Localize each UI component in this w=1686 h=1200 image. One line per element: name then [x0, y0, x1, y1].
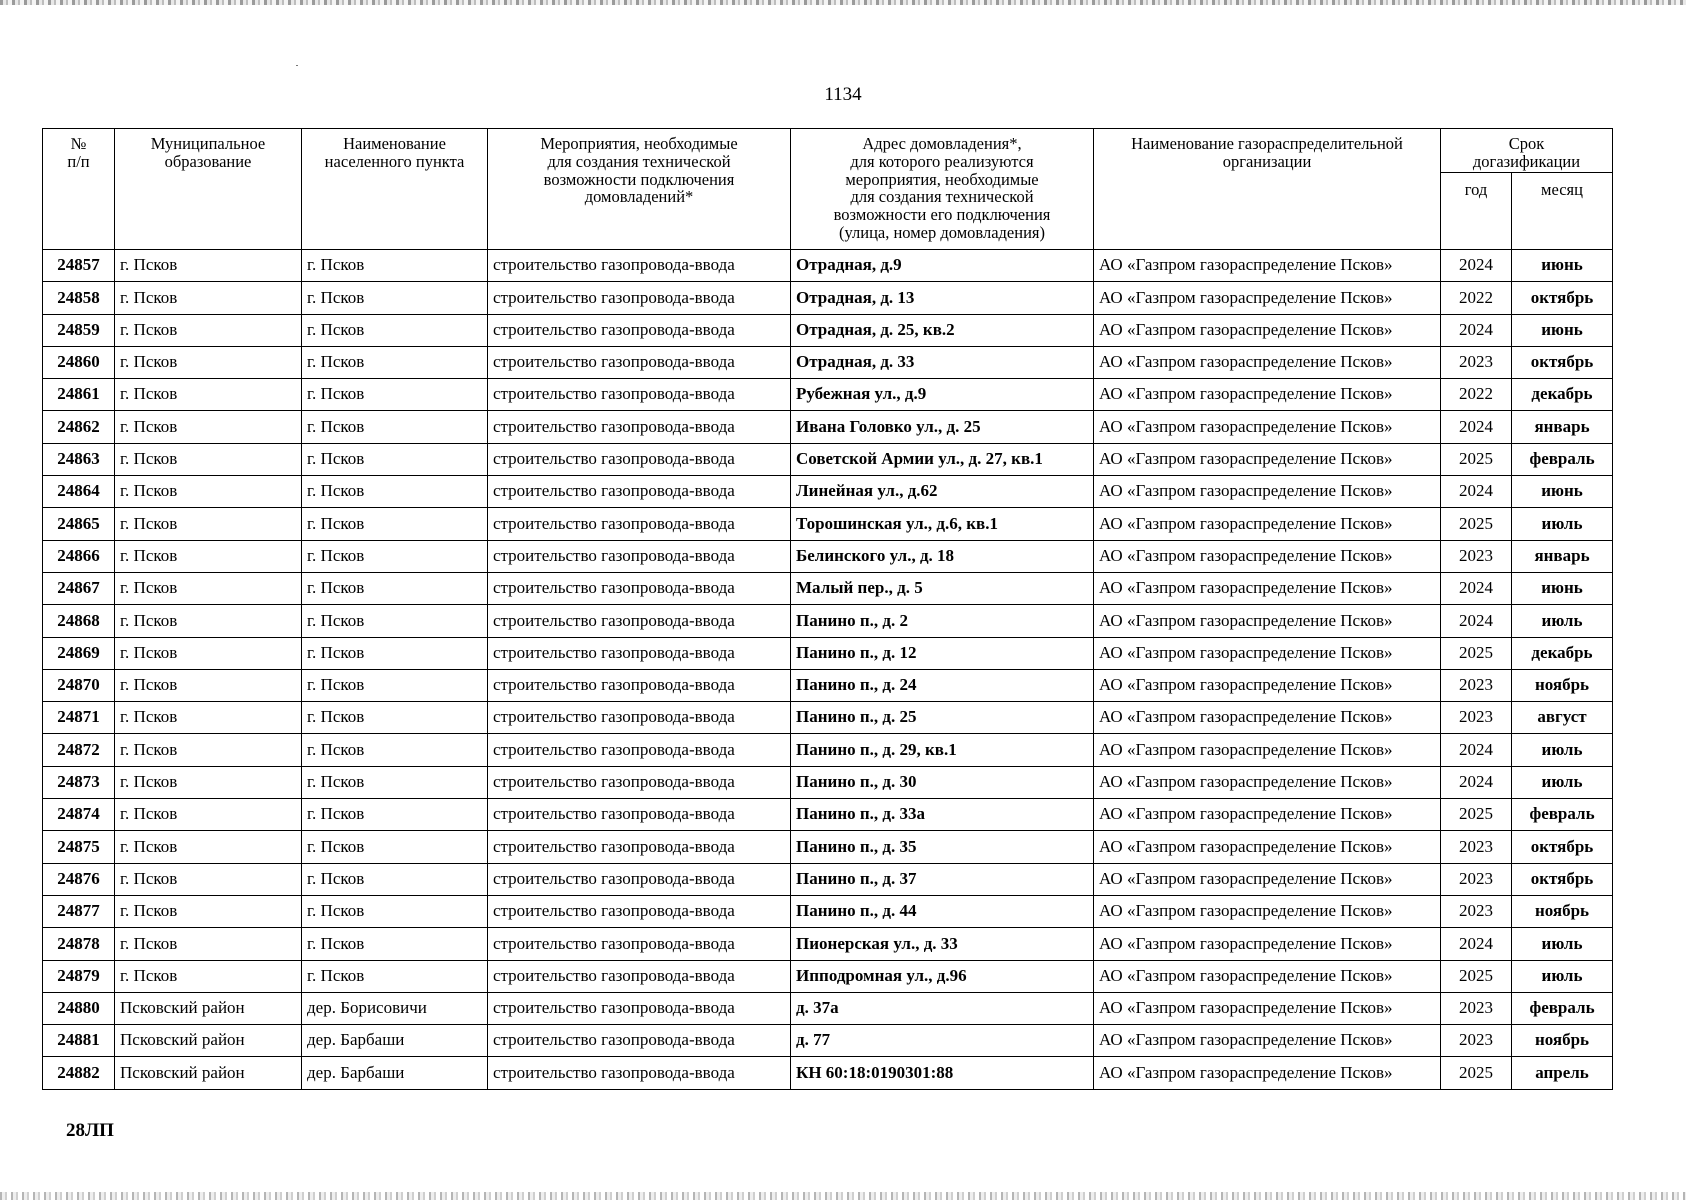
settlement-cell: г. Псков [302, 476, 488, 508]
document-code: 28ЛП [66, 1120, 114, 1141]
measure-cell: строительство газопровода-ввода [488, 572, 791, 604]
organization-cell: АО «Газпром газораспределение Псков» [1094, 928, 1441, 960]
organization-cell: АО «Газпром газораспределение Псков» [1094, 669, 1441, 701]
address-cell: Панино п., д. 29, кв.1 [791, 734, 1094, 766]
month-cell: декабрь [1512, 637, 1613, 669]
year-cell: 2023 [1441, 346, 1512, 378]
measure-cell: строительство газопровода-ввода [488, 411, 791, 443]
organization-cell: АО «Газпром газораспределение Псков» [1094, 1057, 1441, 1089]
table-row [43, 605, 1613, 637]
month-cell: июль [1512, 960, 1613, 992]
year-cell: 2023 [1441, 831, 1512, 863]
organization-cell: АО «Газпром газораспределение Псков» [1094, 831, 1441, 863]
month-cell: февраль [1512, 443, 1613, 475]
address-cell: КН 60:18:0190301:88 [791, 1057, 1094, 1089]
year-cell: 2024 [1441, 572, 1512, 604]
header-deadline: Срок догазификации [1441, 129, 1613, 173]
settlement-cell: г. Псков [302, 379, 488, 411]
table-row [43, 928, 1613, 960]
address-cell: Отрадная, д. 33 [791, 346, 1094, 378]
measure-cell: строительство газопровода-ввода [488, 476, 791, 508]
measure-cell: строительство газопровода-ввода [488, 895, 791, 927]
settlement-cell: г. Псков [302, 508, 488, 540]
organization-cell: АО «Газпром газораспределение Псков» [1094, 572, 1441, 604]
organization-cell: АО «Газпром газораспределение Псков» [1094, 799, 1441, 831]
address-cell: д. 37а [791, 992, 1094, 1024]
year-cell: 2025 [1441, 1057, 1512, 1089]
year-cell: 2025 [1441, 799, 1512, 831]
settlement-cell: г. Псков [302, 282, 488, 314]
month-cell: июль [1512, 766, 1613, 798]
table-row [43, 476, 1613, 508]
row-number: 24859 [43, 314, 115, 346]
organization-cell: АО «Газпром газораспределение Псков» [1094, 702, 1441, 734]
settlement-cell: г. Псков [302, 346, 488, 378]
month-cell: апрель [1512, 1057, 1613, 1089]
row-number: 24868 [43, 605, 115, 637]
table-row [43, 250, 1613, 282]
settlement-cell: г. Псков [302, 799, 488, 831]
measure-cell: строительство газопровода-ввода [488, 734, 791, 766]
municipality-cell: г. Псков [115, 379, 302, 411]
row-number: 24879 [43, 960, 115, 992]
scan-edge-bottom [0, 1192, 1686, 1200]
settlement-cell: дер. Барбаши [302, 1057, 488, 1089]
municipality-cell: Псковский район [115, 1057, 302, 1089]
organization-cell: АО «Газпром газораспределение Псков» [1094, 508, 1441, 540]
settlement-cell: дер. Борисовичи [302, 992, 488, 1024]
measure-cell: строительство газопровода-ввода [488, 282, 791, 314]
month-cell: ноябрь [1512, 669, 1613, 701]
table-row [43, 443, 1613, 475]
header-num: № п/п [43, 129, 115, 250]
header-municipality: Муниципальное образование [115, 129, 302, 250]
year-cell: 2025 [1441, 960, 1512, 992]
year-cell: 2024 [1441, 314, 1512, 346]
measure-cell: строительство газопровода-ввода [488, 508, 791, 540]
municipality-cell: г. Псков [115, 540, 302, 572]
measure-cell: строительство газопровода-ввода [488, 1057, 791, 1089]
gasification-table [42, 128, 1613, 1090]
row-number: 24870 [43, 669, 115, 701]
table-row [43, 766, 1613, 798]
address-cell: Панино п., д. 35 [791, 831, 1094, 863]
row-number: 24872 [43, 734, 115, 766]
month-cell: октябрь [1512, 831, 1613, 863]
address-cell: Панино п., д. 33а [791, 799, 1094, 831]
table-row [43, 346, 1613, 378]
measure-cell: строительство газопровода-ввода [488, 992, 791, 1024]
row-number: 24857 [43, 250, 115, 282]
year-cell: 2023 [1441, 863, 1512, 895]
municipality-cell: г. Псков [115, 702, 302, 734]
measure-cell: строительство газопровода-ввода [488, 831, 791, 863]
table-row [43, 572, 1613, 604]
address-cell: Отрадная, д. 25, кв.2 [791, 314, 1094, 346]
table-row [43, 637, 1613, 669]
settlement-cell: г. Псков [302, 734, 488, 766]
table-row [43, 314, 1613, 346]
organization-cell: АО «Газпром газораспределение Псков» [1094, 734, 1441, 766]
header-month: месяц [1512, 173, 1613, 250]
municipality-cell: г. Псков [115, 282, 302, 314]
year-cell: 2023 [1441, 895, 1512, 927]
address-cell: Отрадная, д. 13 [791, 282, 1094, 314]
settlement-cell: г. Псков [302, 766, 488, 798]
header-address: Адрес домовладения*, для которого реализуются мероприятия, необходимые для создания технической возможности его подключения (улица, номер домовладения) [791, 129, 1094, 250]
municipality-cell: г. Псков [115, 637, 302, 669]
address-cell: Панино п., д. 25 [791, 702, 1094, 734]
measure-cell: строительство газопровода-ввода [488, 314, 791, 346]
municipality-cell: г. Псков [115, 508, 302, 540]
row-number: 24862 [43, 411, 115, 443]
settlement-cell: дер. Барбаши [302, 1025, 488, 1057]
table-body [43, 250, 1613, 1090]
organization-cell: АО «Газпром газораспределение Псков» [1094, 863, 1441, 895]
table-row [43, 992, 1613, 1024]
row-number: 24876 [43, 863, 115, 895]
measure-cell: строительство газопровода-ввода [488, 250, 791, 282]
table-row [43, 540, 1613, 572]
year-cell: 2024 [1441, 411, 1512, 443]
month-cell: декабрь [1512, 379, 1613, 411]
row-number: 24865 [43, 508, 115, 540]
year-cell: 2025 [1441, 508, 1512, 540]
page-number: 1134 [824, 84, 862, 105]
address-cell: Ипподромная ул., д.96 [791, 960, 1094, 992]
year-cell: 2024 [1441, 766, 1512, 798]
measure-cell: строительство газопровода-ввода [488, 540, 791, 572]
settlement-cell: г. Псков [302, 895, 488, 927]
municipality-cell: г. Псков [115, 476, 302, 508]
address-cell: Малый пер., д. 5 [791, 572, 1094, 604]
row-number: 24875 [43, 831, 115, 863]
month-cell: ноябрь [1512, 895, 1613, 927]
organization-cell: АО «Газпром газораспределение Псков» [1094, 605, 1441, 637]
organization-cell: АО «Газпром газораспределение Псков» [1094, 443, 1441, 475]
settlement-cell: г. Псков [302, 314, 488, 346]
table-row [43, 411, 1613, 443]
municipality-cell: г. Псков [115, 831, 302, 863]
month-cell: январь [1512, 411, 1613, 443]
municipality-cell: г. Псков [115, 928, 302, 960]
measure-cell: строительство газопровода-ввода [488, 960, 791, 992]
month-cell: октябрь [1512, 863, 1613, 895]
settlement-cell: г. Псков [302, 702, 488, 734]
municipality-cell: г. Псков [115, 895, 302, 927]
row-number: 24861 [43, 379, 115, 411]
header-organization: Наименование газораспределительной организации [1094, 129, 1441, 250]
municipality-cell: г. Псков [115, 411, 302, 443]
month-cell: июнь [1512, 250, 1613, 282]
header-year: год [1441, 173, 1512, 250]
month-cell: июнь [1512, 476, 1613, 508]
address-cell: Панино п., д. 24 [791, 669, 1094, 701]
month-cell: август [1512, 702, 1613, 734]
municipality-cell: г. Псков [115, 346, 302, 378]
year-cell: 2024 [1441, 476, 1512, 508]
row-number: 24866 [43, 540, 115, 572]
table-row [43, 734, 1613, 766]
table-row [43, 960, 1613, 992]
month-cell: июль [1512, 928, 1613, 960]
address-cell: Торошинская ул., д.6, кв.1 [791, 508, 1094, 540]
month-cell: октябрь [1512, 282, 1613, 314]
year-cell: 2023 [1441, 1025, 1512, 1057]
address-cell: Панино п., д. 12 [791, 637, 1094, 669]
row-number: 24874 [43, 799, 115, 831]
month-cell: июнь [1512, 572, 1613, 604]
row-number: 24881 [43, 1025, 115, 1057]
table-row [43, 799, 1613, 831]
month-cell: июль [1512, 508, 1613, 540]
month-cell: январь [1512, 540, 1613, 572]
settlement-cell: г. Псков [302, 669, 488, 701]
settlement-cell: г. Псков [302, 863, 488, 895]
measure-cell: строительство газопровода-ввода [488, 799, 791, 831]
address-cell: Линейная ул., д.62 [791, 476, 1094, 508]
measure-cell: строительство газопровода-ввода [488, 379, 791, 411]
measure-cell: строительство газопровода-ввода [488, 605, 791, 637]
row-number: 24864 [43, 476, 115, 508]
year-cell: 2023 [1441, 669, 1512, 701]
settlement-cell: г. Псков [302, 411, 488, 443]
row-number: 24877 [43, 895, 115, 927]
settlement-cell: г. Псков [302, 928, 488, 960]
table-row [43, 282, 1613, 314]
settlement-cell: г. Псков [302, 443, 488, 475]
table-row [43, 1057, 1613, 1089]
table-row [43, 1025, 1613, 1057]
settlement-cell: г. Псков [302, 960, 488, 992]
header-measures: Мероприятия, необходимые для создания технической возможности подключения домовладений* [488, 129, 791, 250]
settlement-cell: г. Псков [302, 572, 488, 604]
month-cell: февраль [1512, 992, 1613, 1024]
organization-cell: АО «Газпром газораспределение Псков» [1094, 314, 1441, 346]
address-cell: Панино п., д. 30 [791, 766, 1094, 798]
settlement-cell: г. Псков [302, 637, 488, 669]
year-cell: 2024 [1441, 928, 1512, 960]
table-row [43, 508, 1613, 540]
municipality-cell: г. Псков [115, 669, 302, 701]
municipality-cell: г. Псков [115, 863, 302, 895]
address-cell: Панино п., д. 44 [791, 895, 1094, 927]
address-cell: Панино п., д. 2 [791, 605, 1094, 637]
year-cell: 2025 [1441, 443, 1512, 475]
year-cell: 2022 [1441, 379, 1512, 411]
row-number: 24860 [43, 346, 115, 378]
row-number: 24871 [43, 702, 115, 734]
year-cell: 2024 [1441, 605, 1512, 637]
row-number: 24867 [43, 572, 115, 604]
table-row [43, 895, 1613, 927]
month-cell: ноябрь [1512, 1025, 1613, 1057]
measure-cell: строительство газопровода-ввода [488, 1025, 791, 1057]
row-number: 24873 [43, 766, 115, 798]
month-cell: июнь [1512, 314, 1613, 346]
organization-cell: АО «Газпром газораспределение Псков» [1094, 411, 1441, 443]
organization-cell: АО «Газпром газораспределение Псков» [1094, 346, 1441, 378]
month-cell: октябрь [1512, 346, 1613, 378]
table-row [43, 669, 1613, 701]
measure-cell: строительство газопровода-ввода [488, 702, 791, 734]
measure-cell: строительство газопровода-ввода [488, 669, 791, 701]
year-cell: 2024 [1441, 734, 1512, 766]
year-cell: 2025 [1441, 637, 1512, 669]
row-number: 24882 [43, 1057, 115, 1089]
measure-cell: строительство газопровода-ввода [488, 863, 791, 895]
organization-cell: АО «Газпром газораспределение Псков» [1094, 476, 1441, 508]
municipality-cell: г. Псков [115, 605, 302, 637]
municipality-cell: г. Псков [115, 799, 302, 831]
month-cell: июль [1512, 734, 1613, 766]
organization-cell: АО «Газпром газораспределение Псков» [1094, 540, 1441, 572]
organization-cell: АО «Газпром газораспределение Псков» [1094, 379, 1441, 411]
organization-cell: АО «Газпром газораспределение Псков» [1094, 282, 1441, 314]
settlement-cell: г. Псков [302, 540, 488, 572]
address-cell: Советской Армии ул., д. 27, кв.1 [791, 443, 1094, 475]
year-cell: 2023 [1441, 702, 1512, 734]
table-row [43, 379, 1613, 411]
organization-cell: АО «Газпром газораспределение Псков» [1094, 895, 1441, 927]
address-cell: Белинского ул., д. 18 [791, 540, 1094, 572]
year-cell: 2023 [1441, 540, 1512, 572]
row-number: 24863 [43, 443, 115, 475]
organization-cell: АО «Газпром газораспределение Псков» [1094, 637, 1441, 669]
row-number: 24869 [43, 637, 115, 669]
address-cell: д. 77 [791, 1025, 1094, 1057]
organization-cell: АО «Газпром газораспределение Псков» [1094, 960, 1441, 992]
organization-cell: АО «Газпром газораспределение Псков» [1094, 250, 1441, 282]
month-cell: июль [1512, 605, 1613, 637]
table-header [43, 129, 1613, 250]
municipality-cell: г. Псков [115, 960, 302, 992]
address-cell: Ивана Головко ул., д. 25 [791, 411, 1094, 443]
municipality-cell: г. Псков [115, 314, 302, 346]
settlement-cell: г. Псков [302, 605, 488, 637]
scan-speck [296, 65, 298, 66]
table-row [43, 831, 1613, 863]
month-cell: февраль [1512, 799, 1613, 831]
municipality-cell: г. Псков [115, 734, 302, 766]
address-cell: Панино п., д. 37 [791, 863, 1094, 895]
address-cell: Рубежная ул., д.9 [791, 379, 1094, 411]
measure-cell: строительство газопровода-ввода [488, 637, 791, 669]
measure-cell: строительство газопровода-ввода [488, 443, 791, 475]
municipality-cell: г. Псков [115, 766, 302, 798]
year-cell: 2024 [1441, 250, 1512, 282]
year-cell: 2022 [1441, 282, 1512, 314]
municipality-cell: г. Псков [115, 443, 302, 475]
table-row [43, 702, 1613, 734]
address-cell: Отрадная, д.9 [791, 250, 1094, 282]
organization-cell: АО «Газпром газораспределение Псков» [1094, 1025, 1441, 1057]
settlement-cell: г. Псков [302, 250, 488, 282]
scan-edge-top [0, 0, 1686, 5]
table-row [43, 863, 1613, 895]
municipality-cell: Псковский район [115, 1025, 302, 1057]
measure-cell: строительство газопровода-ввода [488, 346, 791, 378]
municipality-cell: г. Псков [115, 250, 302, 282]
row-number: 24858 [43, 282, 115, 314]
organization-cell: АО «Газпром газораспределение Псков» [1094, 992, 1441, 1024]
municipality-cell: Псковский район [115, 992, 302, 1024]
row-number: 24878 [43, 928, 115, 960]
row-number: 24880 [43, 992, 115, 1024]
header-settlement: Наименование населенного пункта [302, 129, 488, 250]
address-cell: Пионерская ул., д. 33 [791, 928, 1094, 960]
settlement-cell: г. Псков [302, 831, 488, 863]
measure-cell: строительство газопровода-ввода [488, 766, 791, 798]
year-cell: 2023 [1441, 992, 1512, 1024]
organization-cell: АО «Газпром газораспределение Псков» [1094, 766, 1441, 798]
municipality-cell: г. Псков [115, 572, 302, 604]
measure-cell: строительство газопровода-ввода [488, 928, 791, 960]
